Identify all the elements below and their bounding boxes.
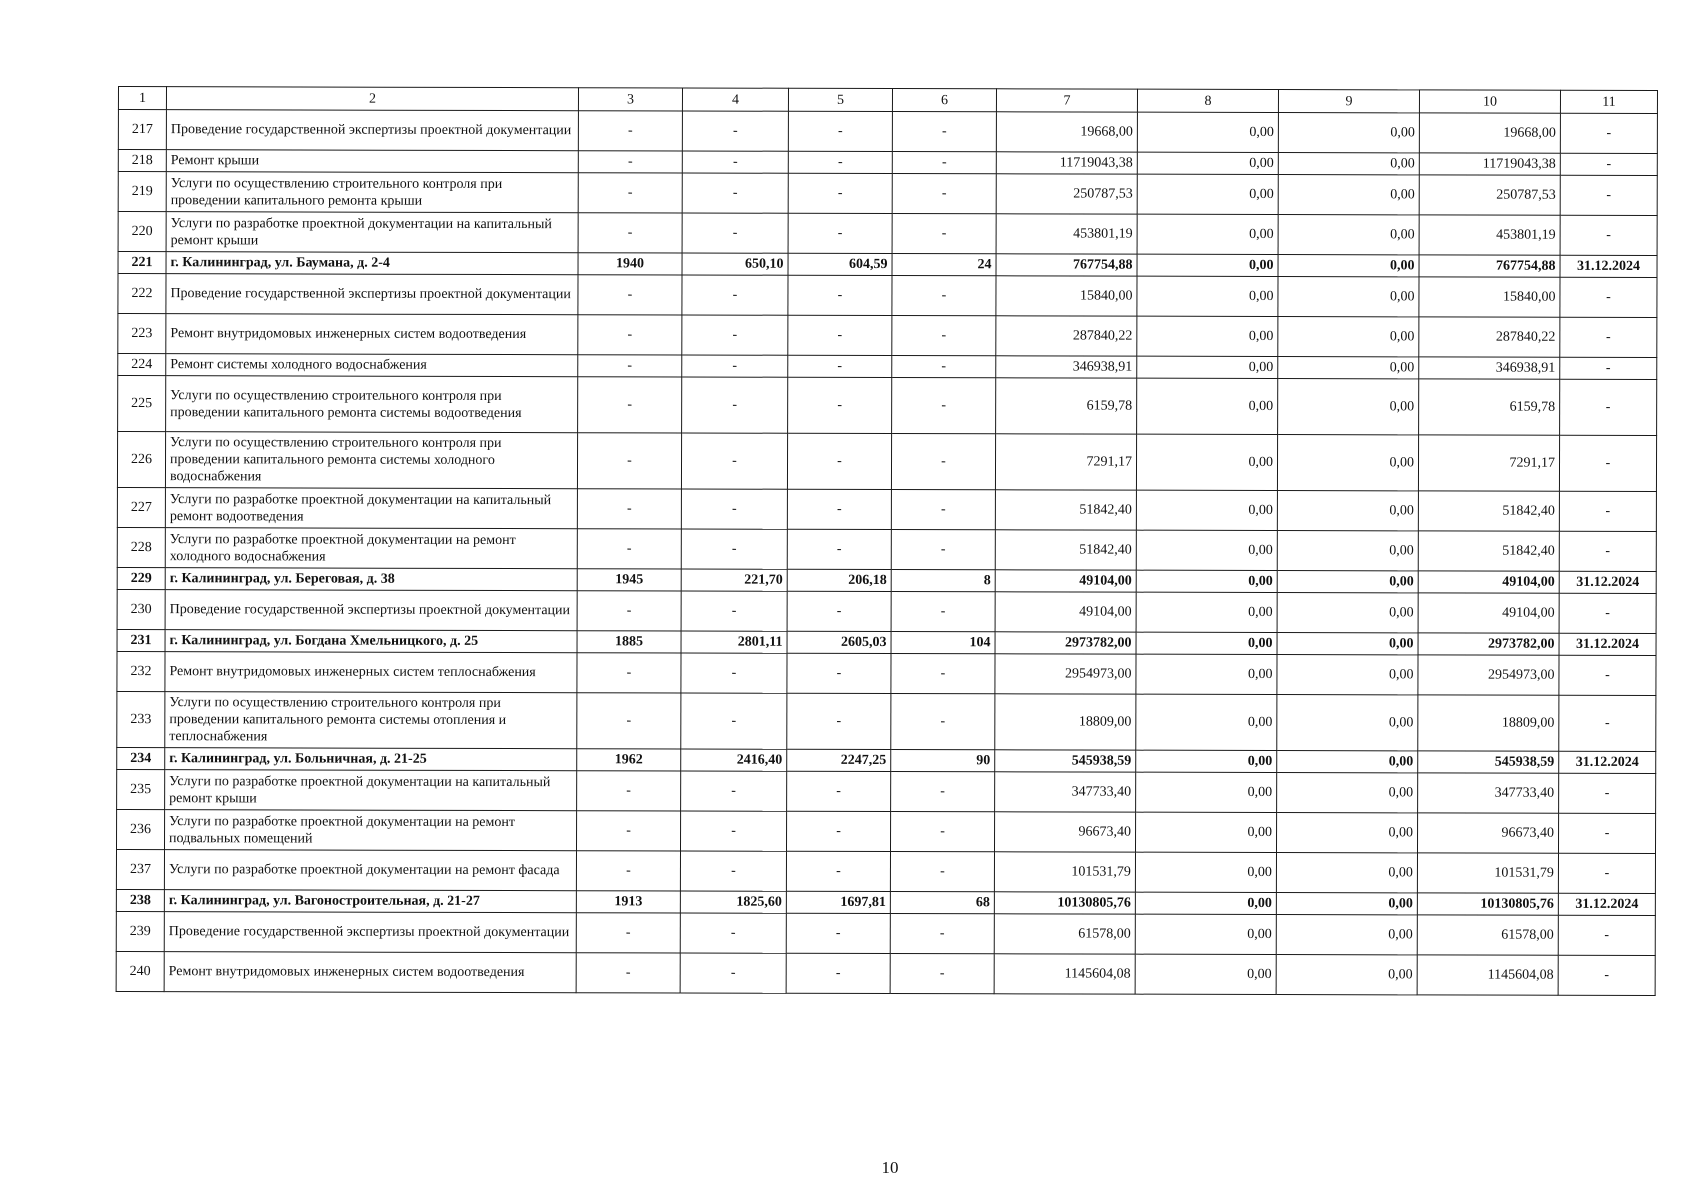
deadline: - bbox=[1558, 915, 1655, 955]
cost-budget: 0,00 bbox=[1278, 215, 1419, 255]
deadline: - bbox=[1559, 773, 1656, 813]
column-header: 6 bbox=[892, 89, 996, 112]
row-number: 218 bbox=[118, 150, 166, 172]
living-area: - bbox=[787, 591, 891, 631]
build-year: - bbox=[578, 151, 682, 173]
total-cost: 6159,78 bbox=[996, 378, 1137, 434]
cost-owners: 49104,00 bbox=[1418, 593, 1559, 633]
cost-owners: 767754,88 bbox=[1419, 255, 1560, 277]
cost-owners: 10130805,76 bbox=[1417, 893, 1558, 915]
table-body bbox=[116, 87, 1657, 996]
total-cost: 2954973,00 bbox=[995, 654, 1136, 694]
work-row bbox=[117, 589, 1656, 633]
cost-fund: 0,00 bbox=[1135, 892, 1276, 914]
row-number: 224 bbox=[118, 354, 166, 376]
cost-owners: 453801,19 bbox=[1419, 215, 1560, 255]
item-name: г. Калининград, ул. Вагоностроительная, д. 21-27 bbox=[164, 890, 576, 913]
cost-fund: 0,00 bbox=[1137, 356, 1278, 378]
living-area: - bbox=[788, 355, 892, 377]
deadline: - bbox=[1560, 357, 1657, 379]
item-name: Услуги по осуществлению строительного контроля при проведении капитального ремонта системы водоотведения bbox=[166, 376, 578, 433]
living-area: - bbox=[786, 851, 890, 891]
deadline: - bbox=[1560, 379, 1657, 435]
cost-fund: 0,00 bbox=[1136, 490, 1277, 530]
cost-fund: 0,00 bbox=[1136, 694, 1277, 750]
item-name: Ремонт внутридомовых инженерных систем водоотведения bbox=[164, 952, 576, 993]
row-number: 237 bbox=[116, 849, 164, 889]
row-number: 217 bbox=[118, 110, 166, 150]
build-year: 1885 bbox=[577, 631, 681, 653]
total-cost: 453801,19 bbox=[996, 214, 1137, 254]
deadline: - bbox=[1560, 215, 1657, 255]
row-number: 220 bbox=[118, 212, 166, 252]
cost-budget: 0,00 bbox=[1277, 695, 1418, 751]
item-name: Ремонт внутридомовых инженерных систем теплоснабжения bbox=[165, 652, 577, 693]
total-cost: 96673,40 bbox=[994, 812, 1135, 852]
total-area: - bbox=[680, 913, 786, 953]
build-year: - bbox=[577, 529, 681, 569]
cost-owners: 346938,91 bbox=[1419, 357, 1560, 379]
build-year: 1940 bbox=[578, 253, 682, 275]
build-year: - bbox=[578, 315, 682, 355]
column-header: 2 bbox=[166, 87, 578, 111]
living-area: - bbox=[788, 315, 892, 355]
item-name: Ремонт крыши bbox=[166, 150, 578, 173]
total-area: - bbox=[681, 591, 787, 631]
total-cost: 347733,40 bbox=[995, 772, 1136, 812]
build-year: - bbox=[578, 213, 682, 253]
deadline: 31.12.2024 bbox=[1559, 571, 1656, 593]
total-cost: 346938,91 bbox=[996, 356, 1137, 378]
cost-fund: 0,00 bbox=[1136, 434, 1277, 490]
living-area: 1697,81 bbox=[786, 891, 890, 913]
cost-fund: 0,00 bbox=[1137, 254, 1278, 276]
work-row bbox=[117, 769, 1656, 813]
item-name: Ремонт внутридомовых инженерных систем водоотведения bbox=[166, 314, 578, 355]
living-area: 604,59 bbox=[788, 253, 892, 275]
cost-owners: 6159,78 bbox=[1419, 379, 1560, 435]
cost-owners: 19668,00 bbox=[1419, 113, 1560, 153]
deadline: 31.12.2024 bbox=[1559, 751, 1656, 773]
item-name: Проведение государственной экспертизы проектной документации bbox=[166, 274, 578, 315]
cost-owners: 287840,22 bbox=[1419, 317, 1560, 357]
deadline: - bbox=[1559, 435, 1656, 491]
cost-budget: 0,00 bbox=[1278, 317, 1419, 357]
deadline: - bbox=[1560, 317, 1657, 357]
cost-owners: 51842,40 bbox=[1418, 531, 1559, 571]
row-number: 234 bbox=[117, 747, 165, 769]
total-cost: 2973782,00 bbox=[995, 632, 1136, 654]
cost-owners: 1145604,08 bbox=[1417, 955, 1558, 995]
deadline: - bbox=[1558, 813, 1655, 853]
work-row bbox=[118, 376, 1657, 436]
deadline: - bbox=[1560, 277, 1657, 317]
row-number: 235 bbox=[117, 769, 165, 809]
cost-fund: 0,00 bbox=[1137, 316, 1278, 356]
total-cost: 11719043,38 bbox=[996, 152, 1137, 174]
living-area: - bbox=[788, 213, 892, 253]
item-name: Проведение государственной экспертизы проектной документации bbox=[166, 110, 578, 151]
column-header: 11 bbox=[1560, 90, 1657, 113]
total-area: - bbox=[680, 953, 786, 993]
row-number: 233 bbox=[117, 691, 165, 747]
cost-budget: 0,00 bbox=[1277, 531, 1418, 571]
total-area: - bbox=[680, 851, 786, 891]
work-row bbox=[118, 314, 1657, 358]
row-number: 239 bbox=[116, 911, 164, 951]
cost-fund: 0,00 bbox=[1136, 530, 1277, 570]
total-area: - bbox=[680, 811, 786, 851]
cost-owners: 101531,79 bbox=[1417, 853, 1558, 893]
item-name: Услуги по осуществлению строительного контроля при проведении капитального ремонта системы отопления и теплоснабжения bbox=[165, 692, 577, 749]
build-year: - bbox=[577, 771, 681, 811]
cost-fund: 0,00 bbox=[1137, 112, 1278, 152]
cost-budget: 0,00 bbox=[1277, 593, 1418, 633]
residents: - bbox=[892, 174, 996, 214]
living-area: 2247,25 bbox=[787, 749, 891, 771]
item-name: Проведение государственной экспертизы проектной документации bbox=[165, 590, 577, 631]
living-area: - bbox=[788, 173, 892, 213]
build-year: - bbox=[578, 173, 682, 213]
living-area: - bbox=[787, 653, 891, 693]
cost-budget: 0,00 bbox=[1277, 435, 1418, 491]
deadline: - bbox=[1560, 175, 1657, 215]
living-area: 206,18 bbox=[787, 569, 891, 591]
living-area: - bbox=[787, 433, 891, 489]
build-year: 1962 bbox=[577, 749, 681, 771]
total-area: - bbox=[682, 213, 788, 253]
total-area: 1825,60 bbox=[680, 891, 786, 913]
cost-budget: 0,00 bbox=[1278, 153, 1419, 175]
build-year: - bbox=[577, 693, 681, 749]
work-row bbox=[117, 691, 1656, 751]
column-header: 1 bbox=[118, 87, 166, 110]
cost-budget: 0,00 bbox=[1276, 813, 1417, 853]
total-area: - bbox=[682, 377, 788, 433]
build-year: - bbox=[578, 355, 682, 377]
living-area: - bbox=[787, 489, 891, 529]
total-cost: 51842,40 bbox=[995, 490, 1136, 530]
total-cost: 49104,00 bbox=[995, 570, 1136, 592]
cost-budget: 0,00 bbox=[1277, 491, 1418, 531]
cost-fund: 0,00 bbox=[1135, 812, 1276, 852]
cost-fund: 0,00 bbox=[1136, 570, 1277, 592]
total-cost: 10130805,76 bbox=[994, 892, 1135, 914]
deadline: 31.12.2024 bbox=[1558, 893, 1655, 915]
item-name: г. Калининград, ул. Богдана Хмельницкого, д. 25 bbox=[165, 630, 577, 653]
residents: - bbox=[891, 490, 995, 530]
item-name: Ремонт системы холодного водоснабжения bbox=[166, 354, 578, 377]
total-area: 650,10 bbox=[682, 253, 788, 275]
cost-budget: 0,00 bbox=[1276, 955, 1417, 995]
row-number: 236 bbox=[117, 809, 165, 849]
cost-budget: 0,00 bbox=[1277, 751, 1418, 773]
residents: - bbox=[892, 378, 996, 434]
cost-budget: 0,00 bbox=[1277, 773, 1418, 813]
row-number: 227 bbox=[117, 487, 165, 527]
item-name: г. Калининград, ул. Больничная, д. 21-25 bbox=[165, 748, 577, 771]
residents: - bbox=[891, 434, 995, 490]
build-year: - bbox=[577, 591, 681, 631]
deadline: 31.12.2024 bbox=[1559, 633, 1656, 655]
residents: 24 bbox=[892, 254, 996, 276]
total-cost: 18809,00 bbox=[995, 694, 1136, 750]
deadline: - bbox=[1559, 655, 1656, 695]
row-number: 240 bbox=[116, 951, 164, 991]
row-number: 225 bbox=[118, 376, 166, 432]
residents: - bbox=[892, 214, 996, 254]
total-cost: 545938,59 bbox=[995, 750, 1136, 772]
residents: - bbox=[892, 316, 996, 356]
deadline: - bbox=[1558, 853, 1655, 893]
deadline: - bbox=[1559, 531, 1656, 571]
build-year: 1945 bbox=[577, 569, 681, 591]
total-area: - bbox=[681, 529, 787, 569]
residents: 104 bbox=[891, 632, 995, 654]
build-year: - bbox=[577, 489, 681, 529]
work-row bbox=[118, 110, 1657, 154]
item-name: г. Калининград, ул. Береговая, д. 38 bbox=[165, 568, 577, 591]
row-number: 232 bbox=[117, 651, 165, 691]
total-cost: 101531,79 bbox=[994, 852, 1135, 892]
cost-owners: 545938,59 bbox=[1418, 751, 1559, 773]
row-number: 229 bbox=[117, 567, 165, 589]
work-row bbox=[117, 527, 1656, 571]
row-number: 231 bbox=[117, 629, 165, 651]
item-name: Услуги по разработке проектной документации на капитальный ремонт водоотведения bbox=[165, 488, 577, 529]
total-area: - bbox=[682, 275, 788, 315]
total-area: - bbox=[682, 173, 788, 213]
column-header: 5 bbox=[788, 88, 892, 111]
build-year: - bbox=[576, 913, 680, 953]
deadline: - bbox=[1559, 491, 1656, 531]
cost-owners: 11719043,38 bbox=[1419, 153, 1560, 175]
item-name: Услуги по разработке проектной документации на капитальный ремонт крыши bbox=[165, 770, 577, 811]
total-cost: 51842,40 bbox=[995, 530, 1136, 570]
work-row bbox=[118, 172, 1657, 216]
work-row bbox=[118, 212, 1657, 256]
cost-fund: 0,00 bbox=[1135, 914, 1276, 954]
item-name: Услуги по разработке проектной документации на ремонт подвальных помещений bbox=[165, 810, 577, 851]
work-row bbox=[118, 274, 1657, 318]
residents: 68 bbox=[890, 892, 994, 914]
row-number: 228 bbox=[117, 527, 165, 567]
cost-budget: 0,00 bbox=[1278, 255, 1419, 277]
cost-fund: 0,00 bbox=[1137, 276, 1278, 316]
work-row bbox=[117, 809, 1656, 853]
total-cost: 7291,17 bbox=[995, 434, 1136, 490]
column-header: 9 bbox=[1278, 90, 1419, 113]
total-area: - bbox=[682, 111, 788, 151]
page-number: 10 bbox=[881, 1158, 899, 1177]
cost-budget: 0,00 bbox=[1277, 571, 1418, 593]
cost-fund: 0,00 bbox=[1136, 592, 1277, 632]
living-area: - bbox=[787, 771, 891, 811]
column-header: 10 bbox=[1419, 90, 1560, 113]
cost-owners: 15840,00 bbox=[1419, 277, 1560, 317]
residents: - bbox=[892, 356, 996, 378]
living-area: - bbox=[787, 529, 891, 569]
residents: - bbox=[890, 914, 994, 954]
living-area: - bbox=[786, 953, 890, 993]
cost-budget: 0,00 bbox=[1277, 655, 1418, 695]
total-cost: 15840,00 bbox=[996, 276, 1137, 316]
total-area: - bbox=[681, 489, 787, 529]
residents: - bbox=[891, 772, 995, 812]
cost-owners: 18809,00 bbox=[1418, 695, 1559, 751]
residents: 90 bbox=[891, 750, 995, 772]
item-name: Услуги по разработке проектной документации на ремонт холодного водоснабжения bbox=[165, 528, 577, 569]
cost-owners: 49104,00 bbox=[1418, 571, 1559, 593]
item-name: Услуги по разработке проектной документации на капитальный ремонт крыши bbox=[166, 212, 578, 253]
work-row bbox=[117, 651, 1656, 695]
column-header: 7 bbox=[996, 89, 1137, 112]
total-area: 2416,40 bbox=[681, 749, 787, 771]
build-year: - bbox=[578, 111, 682, 151]
total-cost: 250787,53 bbox=[996, 174, 1137, 214]
column-header: 8 bbox=[1137, 89, 1278, 112]
row-number: 222 bbox=[118, 274, 166, 314]
cost-fund: 0,00 bbox=[1137, 378, 1278, 434]
cost-owners: 2954973,00 bbox=[1418, 655, 1559, 695]
deadline: - bbox=[1559, 695, 1656, 751]
column-header: 4 bbox=[682, 88, 788, 111]
item-name: Услуги по осуществлению строительного контроля при проведении капитального ремонта крыши bbox=[166, 172, 578, 213]
build-year: - bbox=[576, 851, 680, 891]
living-area: 2605,03 bbox=[787, 631, 891, 653]
residents: - bbox=[891, 694, 995, 750]
work-row bbox=[117, 432, 1656, 492]
cost-fund: 0,00 bbox=[1137, 174, 1278, 214]
item-name: Услуги по осуществлению строительного контроля при проведении капитального ремонта системы холодного водоснабжения bbox=[165, 432, 577, 489]
cost-fund: 0,00 bbox=[1135, 852, 1276, 892]
deadline: - bbox=[1558, 955, 1655, 995]
row-number: 219 bbox=[118, 172, 166, 212]
build-year: - bbox=[576, 953, 680, 993]
row-number: 221 bbox=[118, 252, 166, 274]
cost-budget: 0,00 bbox=[1278, 379, 1419, 435]
residents: - bbox=[892, 276, 996, 316]
total-area: - bbox=[682, 355, 788, 377]
total-area: - bbox=[682, 151, 788, 173]
total-area: - bbox=[681, 653, 787, 693]
deadline: - bbox=[1560, 113, 1657, 153]
build-year: 1913 bbox=[576, 891, 680, 913]
total-cost: 49104,00 bbox=[995, 592, 1136, 632]
item-name: Проведение государственной экспертизы проектной документации bbox=[164, 912, 576, 953]
cost-fund: 0,00 bbox=[1136, 654, 1277, 694]
cost-owners: 96673,40 bbox=[1417, 813, 1558, 853]
deadline: - bbox=[1559, 593, 1656, 633]
residents: - bbox=[891, 530, 995, 570]
living-area: - bbox=[788, 111, 892, 151]
total-area: - bbox=[681, 433, 787, 489]
cost-budget: 0,00 bbox=[1276, 915, 1417, 955]
total-cost: 19668,00 bbox=[996, 112, 1137, 152]
column-header: 3 bbox=[578, 88, 682, 111]
cost-fund: 0,00 bbox=[1137, 214, 1278, 254]
work-row bbox=[116, 911, 1655, 955]
total-cost: 61578,00 bbox=[994, 914, 1135, 954]
cost-fund: 0,00 bbox=[1136, 750, 1277, 772]
cost-fund: 0,00 bbox=[1135, 954, 1276, 994]
residents: - bbox=[890, 852, 994, 892]
work-row bbox=[116, 849, 1655, 893]
cost-budget: 0,00 bbox=[1278, 175, 1419, 215]
deadline: - bbox=[1560, 153, 1657, 175]
living-area: - bbox=[787, 693, 891, 749]
cost-budget: 0,00 bbox=[1278, 277, 1419, 317]
build-year: - bbox=[577, 433, 681, 489]
total-area: 221,70 bbox=[681, 569, 787, 591]
cost-budget: 0,00 bbox=[1276, 853, 1417, 893]
living-area: - bbox=[788, 151, 892, 173]
cost-budget: 0,00 bbox=[1278, 113, 1419, 153]
living-area: - bbox=[786, 811, 890, 851]
living-area: - bbox=[788, 275, 892, 315]
row-number: 223 bbox=[118, 314, 166, 354]
residents: - bbox=[892, 112, 996, 152]
total-area: - bbox=[681, 693, 787, 749]
deadline: 31.12.2024 bbox=[1560, 255, 1657, 277]
total-cost: 1145604,08 bbox=[994, 954, 1135, 994]
cost-owners: 347733,40 bbox=[1418, 773, 1559, 813]
residents: - bbox=[891, 592, 995, 632]
row-number: 238 bbox=[116, 889, 164, 911]
cost-fund: 0,00 bbox=[1136, 772, 1277, 812]
cost-owners: 2973782,00 bbox=[1418, 633, 1559, 655]
total-cost: 767754,88 bbox=[996, 254, 1137, 276]
residents: - bbox=[890, 812, 994, 852]
total-area: 2801,11 bbox=[681, 631, 787, 653]
living-area: - bbox=[786, 913, 890, 953]
cost-owners: 51842,40 bbox=[1418, 491, 1559, 531]
item-name: г. Калининград, ул. Баумана, д. 2-4 bbox=[166, 252, 578, 275]
living-area: - bbox=[788, 377, 892, 433]
item-name: Услуги по разработке проектной документации на ремонт фасада bbox=[164, 850, 576, 891]
build-year: - bbox=[578, 275, 682, 315]
total-area: - bbox=[681, 771, 787, 811]
cost-budget: 0,00 bbox=[1278, 357, 1419, 379]
cost-fund: 0,00 bbox=[1136, 632, 1277, 654]
build-year: - bbox=[576, 811, 680, 851]
cost-budget: 0,00 bbox=[1277, 633, 1418, 655]
residents: - bbox=[890, 954, 994, 994]
build-year: - bbox=[577, 653, 681, 693]
build-year: - bbox=[578, 377, 682, 433]
row-number: 226 bbox=[117, 432, 165, 488]
cost-owners: 250787,53 bbox=[1419, 175, 1560, 215]
capital-repair-table bbox=[116, 86, 1658, 996]
total-cost: 287840,22 bbox=[996, 316, 1137, 356]
residents: - bbox=[891, 654, 995, 694]
cost-budget: 0,00 bbox=[1276, 893, 1417, 915]
residents: 8 bbox=[891, 570, 995, 592]
total-area: - bbox=[682, 315, 788, 355]
work-row bbox=[116, 951, 1655, 995]
residents: - bbox=[892, 152, 996, 174]
cost-owners: 7291,17 bbox=[1418, 435, 1559, 491]
cost-owners: 61578,00 bbox=[1417, 915, 1558, 955]
cost-fund: 0,00 bbox=[1137, 152, 1278, 174]
work-row bbox=[117, 487, 1656, 531]
row-number: 230 bbox=[117, 589, 165, 629]
